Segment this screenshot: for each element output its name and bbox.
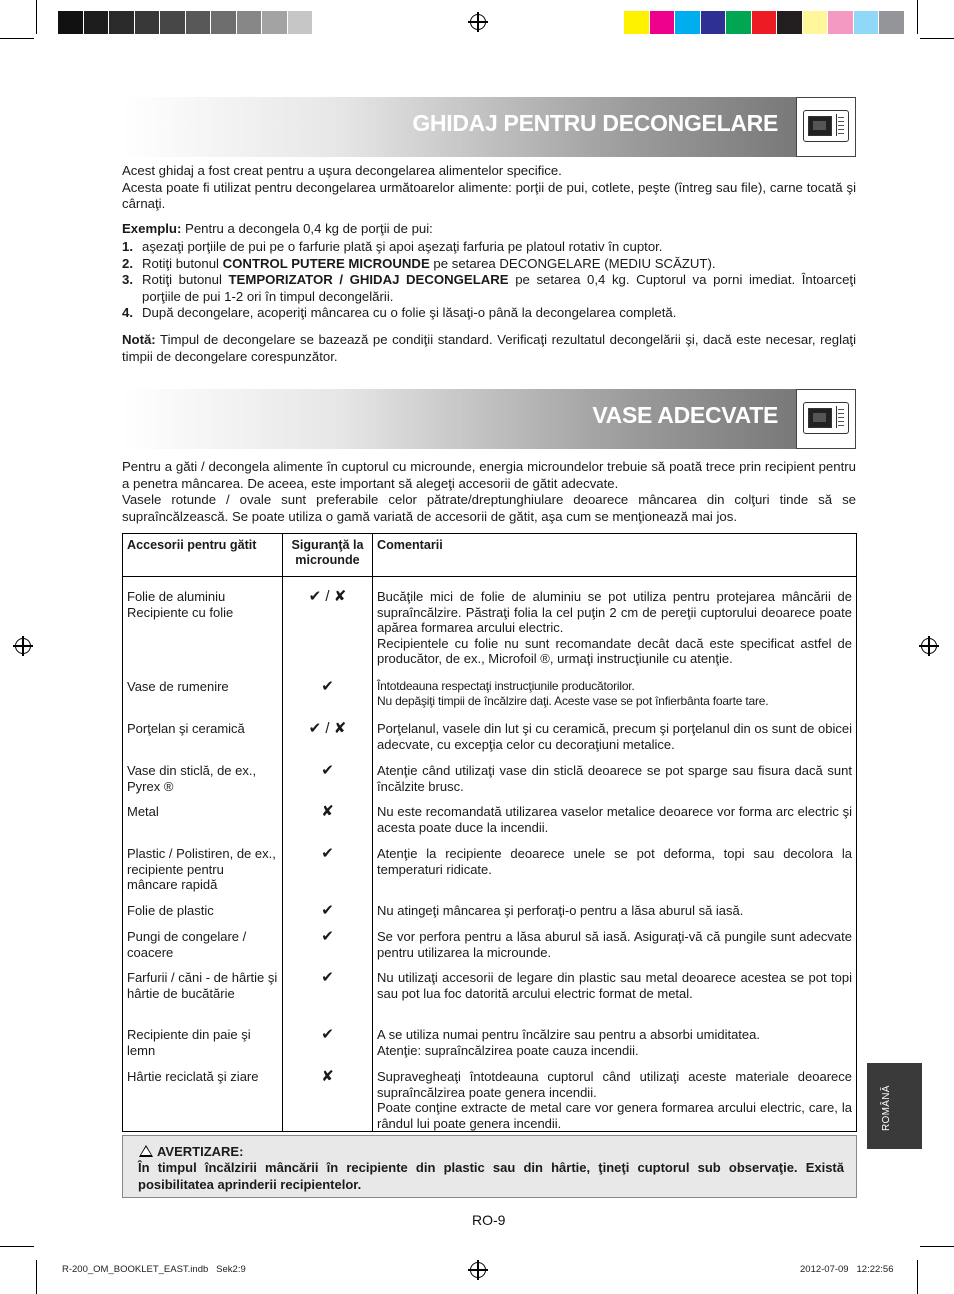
step-text: aşezaţi porţiile de pui pe o farfurie plată şi apoi aşezaţi farfuria pe platoul rotativ în cuptor. [142,239,663,254]
comment-cell [373,1027,857,1069]
color-swatch [726,11,752,34]
footer-date: 2012-07-09 12:22:56 [800,1264,894,1275]
step-text: După decongelare, acoperiţi mâncarea cu o folie şi lăsaţi-o până la decongelarea completă. [142,305,677,320]
accessory-cell: Porţelan şi ceramică [123,721,283,763]
color-swatch [828,11,854,34]
list-item [122,256,856,273]
safety-cell: ✔ [283,846,373,903]
accessory-cell: Vase din sticlă, de ex., Pyrex ® [123,763,283,804]
step-bold-text: CONTROL PUTERE MICROUNDE [222,255,430,271]
microwave-icon [796,97,856,157]
color-swatch [135,11,161,34]
crop-mark [920,1246,954,1247]
comment-text: Nu atingeţi mâncarea şi perforaţi-o pentru a lăsa aburul să iasă. [377,903,744,918]
comment-text: Atenţie când utilizaţi vase din sticlă deoarece se pot sparge sau fisura dacă sunt încălzite brusc. [377,763,852,794]
step-number: 1. [122,239,133,254]
gray-color-bar [58,11,339,34]
color-swatch [879,11,905,34]
step-number: 4. [122,305,133,320]
color-swatch [160,11,186,34]
microwave-icon [796,389,856,449]
note-label: Notă: [122,332,156,347]
step-bold-text: TEMPORIZATOR / GHIDAJ DECONGELARE [228,272,509,287]
color-swatch [803,11,829,34]
safety-cell: ✔ [283,903,373,929]
color-swatch [84,11,110,34]
comment-text: Atenţie la recipiente deoarece unele se pot deforma, topi sau decolora la temperaturi ridicate. [377,846,852,877]
intro-line: Acest ghidaj a fost creat pentru a uşura decongelarea alimentelor specifice. [122,163,562,178]
comment-cell [373,929,857,970]
crop-mark [36,1260,37,1294]
accessory-cell: Plastic / Polistiren, de ex., recipiente pentru mâncare rapidă [123,846,283,903]
color-swatch [58,11,84,34]
comment-cell [373,1069,857,1132]
color-swatch [186,11,212,34]
comment-text: Nu utilizaţi accesorii de legare din plastic sau metal deoarece acestea se pot topi sau pot lua foc datorită arcului electric format de metal. [377,970,852,1001]
crop-mark [0,38,34,39]
color-swatch [109,11,135,34]
warning-text: În timpul încălzirii mâncării în recipiente din plastic sau din hârtie, ţineţi cuptorul sub observaţie. Există posibilitatea aprinderii recipientelor. [138,1160,844,1192]
intro-line: Vasele rotunde / ovale sunt preferabile celor pătrate/dreptunghiulare deoarece mâncarea din colţuri tinde să se supraîncălzească. Se poate utiliza o gamă variată de accesorii de gătit, aşa cum se menţionează mai jos. [122,492,856,524]
safety-cell: ✔ / ✘ [283,721,373,763]
comment-text: Recipientele cu folie nu sunt recomandate decât dacă este specificat astfel de producător, de ex., Microfoil ®, urmaţi instrucţiunile cu atenţie. [377,635,852,666]
accessory-cell: Farfurii / căni - de hârtie şi hârtie de bucătărie [123,970,283,1027]
accessory-cell: Folie de aluminiu Recipiente cu folie [123,577,283,680]
section-banner-defrost [122,97,856,157]
table-row [123,903,857,929]
intro-line: Acesta poate fi utilizat pentru decongelarea următoarelor alimente: porţii de pui, cotlete, peşte (întreg sau file), carne tocată şi cârnaţi. [122,179,856,211]
column-header: Accesorii pentru gătit [123,534,283,577]
table-row [123,679,857,721]
color-swatch [237,11,263,34]
section-title: GHIDAJ PENTRU DECONGELARE [412,110,778,136]
color-swatch [701,11,727,34]
comment-text: Se vor perfora pentru a lăsa aburul să iasă. Asiguraţi-vă că pungile sunt adecvate pentru utilizarea la microunde. [377,929,852,960]
steps-list [122,239,856,322]
step-text: Rotiţi butonul [142,255,223,271]
comment-cell [373,763,857,804]
column-header: Comentarii [373,534,857,577]
table-row [123,970,857,1027]
comment-text: Nu depăşiţi timpii de încălzire daţi. Aceste vase se pot înfierbânta foarte tare. [377,694,769,708]
accessory-cell: Pungi de congelare / coacere [123,929,283,970]
comment-text: Porţelanul, vasele din lut şi cu ceramică, precum şi porţelanul din os sunt de obicei adecvate, cu excepţia celor cu decoraţiuni metalice. [377,721,852,752]
registration-mark-icon [921,638,937,654]
safety-cell: ✔ [283,929,373,970]
table-row [123,804,857,846]
comment-cell [373,903,857,929]
section-title: VASE ADECVATE [592,402,778,428]
comment-text: Întotdeauna respectaţi instrucţiunile producătorilor. [377,679,635,693]
list-item [122,272,856,305]
comment-cell [373,804,857,846]
crop-mark [917,0,918,34]
color-swatch [650,11,676,34]
language-label: ROMÂNĂ [881,1085,892,1131]
intro-line: Pentru a găti / decongela alimente în cuptorul cu microunde, energia microundelor trebuie să poată trece prin recipient pentru a penetra mâncarea. De aceea, este important să alegeţi accesorii de gătit adecvate. [122,459,856,491]
accessory-cell: Vase de rumenire [123,679,283,721]
registration-mark-icon [470,14,486,30]
registration-mark-icon [470,1262,486,1278]
safety-cell: ✘ [283,804,373,846]
table-header-row [123,534,857,577]
comment-text: Poate conţine extracte de metal care vor genera formarea arcului electric, care, la rândul lui poate genera incendii. [377,1100,852,1131]
safety-cell: ✔ / ✘ [283,577,373,680]
color-swatch [854,11,880,34]
safety-cell: ✔ [283,970,373,1027]
example-label: Exemplu: [122,221,182,236]
safety-cell: ✔ [283,679,373,721]
color-swatch [624,11,650,34]
language-tab [867,1063,922,1149]
crop-mark [36,0,37,34]
color-swatch [313,11,339,34]
example-heading [122,221,856,238]
safety-cell: ✔ [283,1027,373,1069]
comment-text: Supravegheaţi întotdeauna cuptorul când utilizaţi aceste materiale deoarece supraîncălzirea poate genera incendii. [377,1069,852,1100]
crop-mark [920,38,954,39]
list-item [122,305,856,322]
comment-text: Bucăţile mici de folie de aluminiu se pot utiliza pentru protejarea mâncării de supraîncălzire. Păstraţi folia la cel puţin 2 cm de pereţii cuptorului deoarece poate apărea formarea arcului electric. [377,589,852,635]
color-swatch [262,11,288,34]
accessory-cell: Metal [123,804,283,846]
color-swatch [211,11,237,34]
accessory-cell: Folie de plastic [123,903,283,929]
accessories-table [122,533,857,1132]
table-row [123,577,857,680]
comment-cell [373,970,857,1027]
comment-cell [373,721,857,763]
comment-text: A se utiliza numai pentru încălzire sau pentru a absorbi umiditatea. [377,1027,760,1042]
table-row [123,721,857,763]
color-swatch [777,11,803,34]
list-item [122,239,856,256]
column-header: Siguranţă la microunde [283,534,373,577]
step-text: pe setarea 0,4 kg. Cuptorul va porni imediat. Întoarceţi porţiile de pui 1-2 ori în timpul decongelării. [142,272,856,304]
step-text: pe setarea DECONGELARE (MEDIU SCĂZUT). [429,255,716,271]
example-text: Pentru a decongela 0,4 kg de porţii de pui: [181,221,433,236]
crop-mark [0,1246,34,1247]
table-row [123,846,857,903]
page-number: RO-9 [472,1212,506,1228]
comment-text: Nu este recomandată utilizarea vaselor metalice deoarece vor forma arc electric şi acesta poate duce la incendii. [377,804,852,835]
table-row [123,763,857,804]
comment-cell [373,679,857,721]
table-row [123,1027,857,1069]
table-row [123,1069,857,1132]
color-swatch [675,11,701,34]
note-text: Timpul de decongelare se bazează pe condiţii standard. Verificaţi rezultatul decongelării şi, dacă este necesar, reglaţi timpii de decongelare corespunzător. [122,332,856,364]
safety-cell: ✘ [283,1069,373,1132]
accessory-cell: Hârtie reciclată şi ziare [123,1069,283,1132]
containers-intro [122,459,856,525]
comment-cell [373,846,857,903]
step-number: 3. [122,272,133,287]
comment-cell [373,577,857,680]
comment-text: Atenţie: supraîncălzirea poate cauza incendii. [377,1042,639,1058]
section-banner-containers [122,389,856,449]
accessory-cell: Recipiente din paie şi lemn [123,1027,283,1069]
footer-file-info: R-200_OM_BOOKLET_EAST.indb Sek2:9 [62,1264,246,1275]
warning-triangle-icon [139,1145,153,1157]
registration-mark-icon [15,638,31,654]
warning-box [122,1135,857,1198]
safety-cell: ✔ [283,763,373,804]
color-swatch [752,11,778,34]
step-text: Rotiţi butonul [142,272,229,287]
process-color-bar [624,11,905,34]
table-row [123,929,857,970]
intro-paragraph [122,163,856,213]
note-paragraph [122,332,856,365]
crop-mark [917,1260,918,1294]
color-swatch [288,11,314,34]
warning-title: AVERTIZARE: [157,1144,244,1159]
step-number: 2. [122,255,133,271]
